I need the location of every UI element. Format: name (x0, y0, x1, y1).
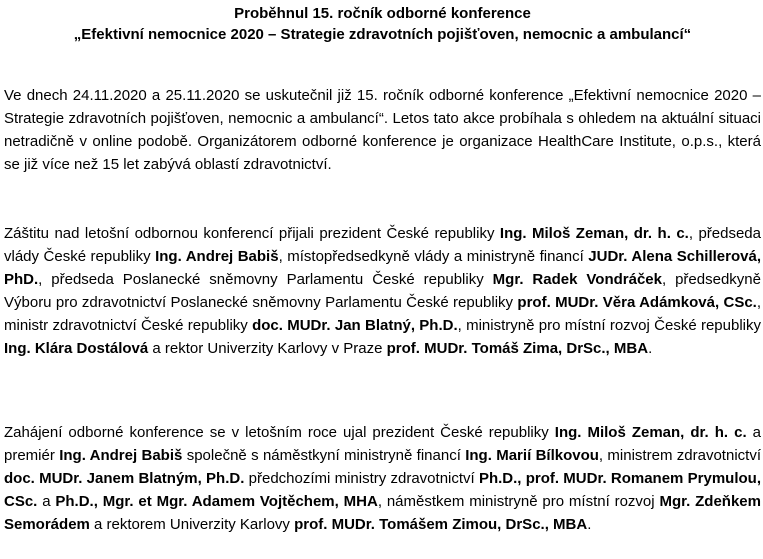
text-run: předchozími ministry zdravotnictví (244, 470, 479, 487)
text-run: , místopředsedkyně vlády a ministryně financí (278, 248, 589, 265)
text-run: Záštitu nad letošní odbornou konferencí přijali prezident České republiky (4, 225, 500, 242)
bold-text-run: doc. MUDr. Janem Blatným, Ph.D. (4, 470, 245, 487)
text-run: , předseda vlády České republiky (4, 225, 761, 265)
bold-text-run: Ph.D., Mgr. et Mgr. Adamem Vojtěchem, MHA (55, 493, 378, 510)
paragraph-intro (4, 84, 761, 176)
paragraph-opening (4, 421, 761, 536)
document-title-line-1: Proběhnul 15. ročník odborné konference (234, 5, 531, 22)
text-run: , ministryně pro místní rozvoj České republiky (457, 317, 761, 334)
bold-text-run: prof. MUDr. Tomášem Zimou, DrSc., MBA (294, 516, 588, 533)
bold-text-run: Ing. Marií Bílkovou (465, 447, 599, 464)
document-page (4, 3, 761, 533)
text-run: , ministr zdravotnictví České republiky (4, 294, 761, 334)
text-run: . (587, 516, 592, 533)
bold-text-run: prof. MUDr. Tomáš Zima, DrSc., MBA (386, 340, 649, 357)
text-run: Ve dnech 24.11.2020 a 25.11.2020 se uskutečnil již 15. ročník odborné konference „Efektivní nemocnice 2020 – Strategie zdravotních pojišťoven, nemocnic a ambulancí“. Letos tato akce probíhala s ohledem na aktuální situaci netradičně v online podobě. Organizátorem odborné konference je organizace HealthCare Institute, o.p.s., která se již více než 15 let zabývá oblastí zdravotnictví. (4, 87, 761, 173)
document-title-line-2: „Efektivní nemocnice 2020 – Strategie zdravotních pojišťoven, nemocnic a ambulancí“ (73, 26, 692, 43)
text-run: Zahájení odborné konference se v letošním roce ujal prezident České republiky (4, 424, 555, 441)
text-run: společně s náměstkyní ministryně financí (182, 447, 466, 464)
text-run: , předsedkyně Výboru pro zdravotnictví Poslanecké sněmovny Parlamentu České republiky (4, 271, 761, 311)
text-run: a rektor Univerzity Karlovy v Praze (148, 340, 387, 357)
bold-text-run: prof. MUDr. Věra Adámková, CSc. (517, 294, 757, 311)
bold-text-run: Ing. Miloš Zeman, dr. h. c. (554, 424, 747, 441)
paragraph-patronage (4, 222, 761, 360)
bold-text-run: Ing. Andrej Babiš (155, 248, 279, 265)
bold-text-run: JUDr. Alena Schillerová, PhD. (4, 248, 761, 288)
text-run: a premiér (4, 424, 761, 464)
bold-text-run: Ing. Andrej Babiš (59, 447, 183, 464)
text-run: , ministrem zdravotnictví (598, 447, 761, 464)
bold-text-run: Mgr. Radek Vondráček (492, 271, 662, 288)
bold-text-run: Mgr. Zdeňkem Semorádem (4, 493, 761, 533)
bold-text-run: Ing. Klára Dostálová (4, 340, 149, 357)
bold-text-run: doc. MUDr. Jan Blatný, Ph.D. (252, 317, 458, 334)
text-run: a (37, 493, 56, 510)
text-run: a rektorem Univerzity Karlovy (89, 516, 295, 533)
text-run: , předseda Poslanecké sněmovny Parlamentu České republiky (38, 271, 493, 288)
bold-text-run: Ing. Miloš Zeman, dr. h. c. (499, 225, 689, 242)
bold-text-run: Ph.D., prof. MUDr. Romanem Prymulou, CSc. (4, 470, 761, 510)
text-run: , náměstkem ministryně pro místní rozvoj (377, 493, 660, 510)
text-run: . (648, 340, 653, 357)
